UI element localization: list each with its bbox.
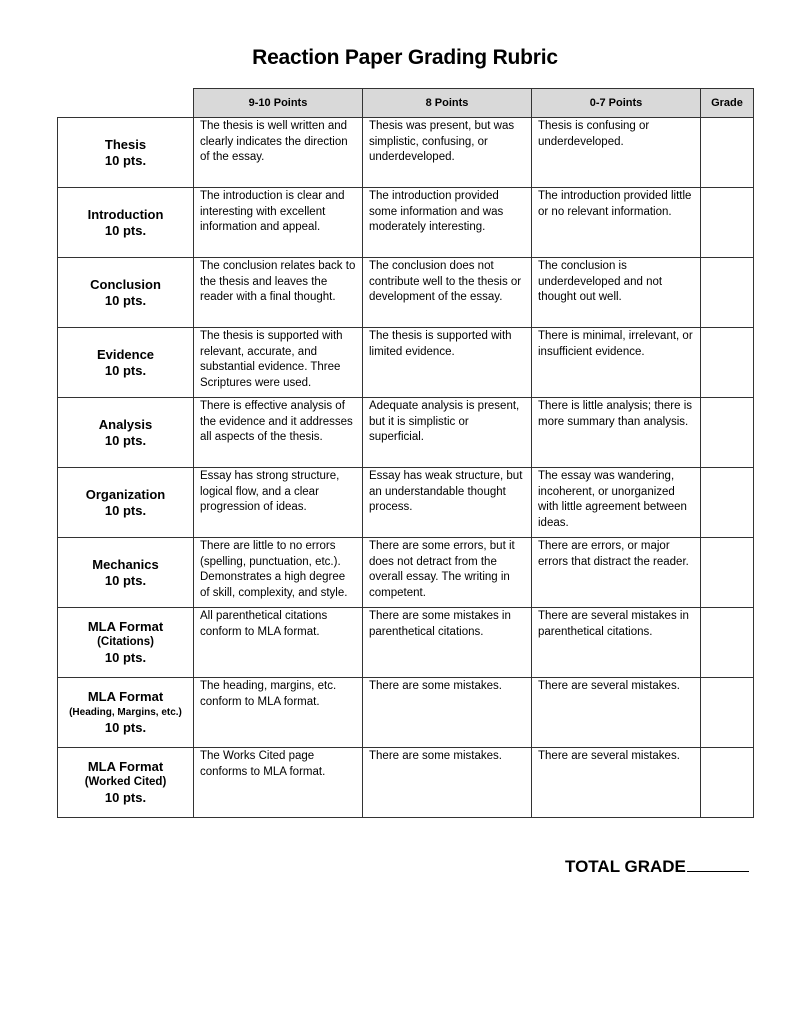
high-score-description: All parenthetical citations conform to MLA format. [194, 608, 363, 678]
low-score-description: There are several mistakes in parenthetical citations. [532, 608, 701, 678]
grade-cell[interactable] [701, 258, 754, 328]
header-criteria [58, 89, 194, 118]
grade-cell[interactable] [701, 398, 754, 468]
criterion-cell [58, 188, 194, 258]
grade-cell[interactable] [701, 748, 754, 818]
criterion-points: 10 pts. [104, 790, 147, 805]
low-score-description: There are errors, or major errors that distract the reader. [532, 538, 701, 608]
table-row [58, 748, 754, 818]
criterion-cell [58, 118, 194, 188]
table-row [58, 258, 754, 328]
table-row [58, 398, 754, 468]
criterion-subtitle: (Heading, Margins, etc.) [69, 707, 182, 718]
high-score-description: The conclusion relates back to the thesis and leaves the reader with a final thought. [194, 258, 363, 328]
criterion-subtitle: (Worked Cited) [84, 776, 167, 788]
table-row [58, 118, 754, 188]
table-row [58, 328, 754, 398]
grade-cell[interactable] [701, 328, 754, 398]
high-score-description: Essay has strong structure, logical flow, and a clear progression of ideas. [194, 468, 363, 538]
high-score-description: The heading, margins, etc. conform to MLA format. [194, 678, 363, 748]
high-score-description: The Works Cited page conforms to MLA format. [194, 748, 363, 818]
criterion-cell [58, 678, 194, 748]
mid-score-description: There are some mistakes. [363, 748, 532, 818]
criterion-name: MLA Format [87, 759, 164, 774]
criterion-name: MLA Format [87, 689, 164, 704]
grade-cell[interactable] [701, 678, 754, 748]
total-grade-label: TOTAL GRADE [565, 857, 686, 876]
criterion-name: Evidence [96, 346, 155, 362]
criterion-cell [58, 328, 194, 398]
criterion-cell [58, 468, 194, 538]
low-score-description: The essay was wandering, incoherent, or unorganized with little agreement between ideas. [532, 468, 701, 538]
high-score-description: There are little to no errors (spelling, punctuation, etc.). Demonstrates a high degree of skill, complexity, and style. [194, 538, 363, 608]
grade-cell[interactable] [701, 118, 754, 188]
grade-cell[interactable] [701, 188, 754, 258]
low-score-description: There are several mistakes. [532, 678, 701, 748]
low-score-description: There is minimal, irrelevant, or insufficient evidence. [532, 328, 701, 398]
criterion-name: Conclusion [90, 276, 161, 292]
page-title: Reaction Paper Grading Rubric [252, 46, 558, 69]
mid-score-description: Essay has weak structure, but an understandable thought process. [363, 468, 532, 538]
criterion-cell [58, 538, 194, 608]
mid-score-description: There are some mistakes. [363, 678, 532, 748]
criterion-name: Organization [85, 486, 166, 502]
criterion-name: Thesis [104, 136, 147, 152]
criterion-points: 10 pts. [104, 720, 147, 735]
criterion-name: MLA Format [87, 619, 164, 634]
high-score-description: The thesis is well written and clearly indicates the direction of the essay. [194, 118, 363, 188]
criterion-points: 10 pts. [104, 362, 147, 378]
high-score-description: The introduction is clear and interesting with excellent information and appeal. [194, 188, 363, 258]
mid-score-description: The introduction provided some information and was moderately interesting. [363, 188, 532, 258]
table-row [58, 608, 754, 678]
mid-score-description: The thesis is supported with limited evidence. [363, 328, 532, 398]
criterion-name: Analysis [98, 416, 153, 432]
low-score-description: The conclusion is underdeveloped and not thought out well. [532, 258, 701, 328]
table-row [58, 678, 754, 748]
grade-cell[interactable] [701, 468, 754, 538]
criterion-points: 10 pts. [104, 292, 147, 308]
criterion-cell [58, 258, 194, 328]
mid-score-description: There are some mistakes in parenthetical citations. [363, 608, 532, 678]
criterion-subtitle: (Citations) [97, 636, 154, 648]
mid-score-description: Adequate analysis is present, but it is simplistic or superficial. [363, 398, 532, 468]
low-score-description: There is little analysis; there is more summary than analysis. [532, 398, 701, 468]
criterion-cell [58, 398, 194, 468]
total-grade [565, 855, 749, 877]
criterion-cell [58, 748, 194, 818]
criterion-name: Mechanics [92, 556, 159, 572]
header-row [58, 89, 754, 118]
criterion-points: 10 pts. [104, 432, 147, 448]
grade-cell[interactable] [701, 538, 754, 608]
table-row [58, 538, 754, 608]
header-low: 0-7 Points [532, 89, 701, 118]
criterion-points: 10 pts. [104, 650, 147, 665]
criterion-points: 10 pts. [104, 152, 147, 168]
high-score-description: There is effective analysis of the evidence and it addresses all aspects of the thesis. [194, 398, 363, 468]
total-grade-blank[interactable] [687, 855, 749, 872]
mid-score-description: The conclusion does not contribute well to the thesis or development of the essay. [363, 258, 532, 328]
criterion-points: 10 pts. [104, 222, 147, 238]
high-score-description: The thesis is supported with relevant, accurate, and substantial evidence. Three Scriptures were used. [194, 328, 363, 398]
criterion-cell [58, 608, 194, 678]
criterion-name: Introduction [87, 206, 164, 222]
grade-cell[interactable] [701, 608, 754, 678]
low-score-description: Thesis is confusing or underdeveloped. [532, 118, 701, 188]
table-row [58, 188, 754, 258]
low-score-description: There are several mistakes. [532, 748, 701, 818]
criterion-points: 10 pts. [104, 572, 147, 588]
mid-score-description: Thesis was present, but was simplistic, confusing, or underdeveloped. [363, 118, 532, 188]
header-high: 9-10 Points [194, 89, 363, 118]
header-grade: Grade [701, 89, 754, 118]
header-mid: 8 Points [363, 89, 532, 118]
criterion-points: 10 pts. [104, 502, 147, 518]
mid-score-description: There are some errors, but it does not detract from the overall essay. The writing in competent. [363, 538, 532, 608]
table-row [58, 468, 754, 538]
rubric-table [57, 88, 754, 818]
low-score-description: The introduction provided little or no relevant information. [532, 188, 701, 258]
